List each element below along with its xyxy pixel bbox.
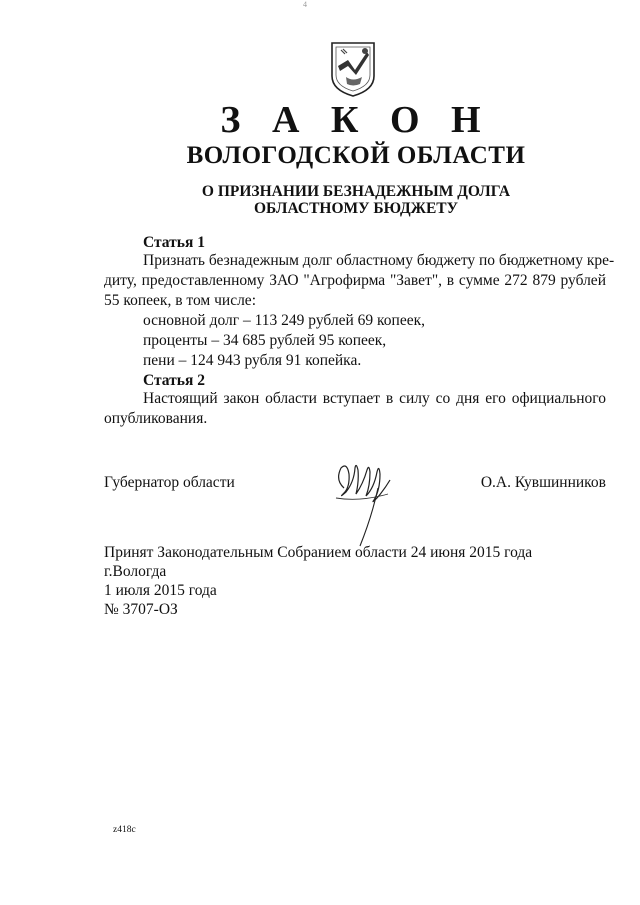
heading-line: ОБЛАСТНОМУ БЮДЖЕТУ xyxy=(254,200,458,217)
adoption-date: 1 июля 2015 года xyxy=(104,582,217,599)
signatory-name: О.А. Кувшинников xyxy=(480,474,606,491)
document-title: З А К О Н xyxy=(220,99,492,141)
article-1-item: проценты – 34 685 рублей 95 копеек, xyxy=(143,332,387,349)
article-1-line: диту, предоставленному ЗАО "Агрофирма "Завет", в сумме 272 879 рублей xyxy=(104,272,606,289)
article-1-line: Признать безнадежным долг областному бюджету по бюджетному кре- xyxy=(143,252,615,269)
article-1-title: Статья 1 xyxy=(143,234,205,251)
article-1-item: основной долг – 113 249 рублей 69 копеек, xyxy=(143,312,425,329)
signatory-title: Губернатор области xyxy=(104,474,235,491)
document-subtitle: ВОЛОГОДСКОЙ ОБЛАСТИ xyxy=(186,142,526,169)
article-1-line: 55 копеек, в том числе: xyxy=(104,292,256,309)
article-1-text xyxy=(104,251,615,371)
article-1-item: пени – 124 943 рубля 91 копейка. xyxy=(143,352,362,369)
coat-of-arms-icon xyxy=(329,40,377,98)
heading-line: О ПРИЗНАНИИ БЕЗНАДЕЖНЫМ ДОЛГА xyxy=(201,183,511,200)
law-number: № 3707-ОЗ xyxy=(104,601,178,618)
document-code: z418c xyxy=(113,825,136,835)
top-page-mark: 4 xyxy=(303,0,307,9)
signature-icon xyxy=(330,458,405,550)
article-2-line: Настоящий закон области вступает в силу со дня его официального xyxy=(143,390,606,407)
document-heading xyxy=(0,183,640,217)
article-2-line: опубликования. xyxy=(104,410,208,427)
adoption-line: Принят Законодательным Собранием области 24 июня 2015 года xyxy=(104,544,533,561)
article-2-text xyxy=(104,389,606,429)
adoption-city: г.Вологда xyxy=(104,563,167,580)
adoption-block xyxy=(104,543,532,619)
article-2-title: Статья 2 xyxy=(143,372,205,389)
